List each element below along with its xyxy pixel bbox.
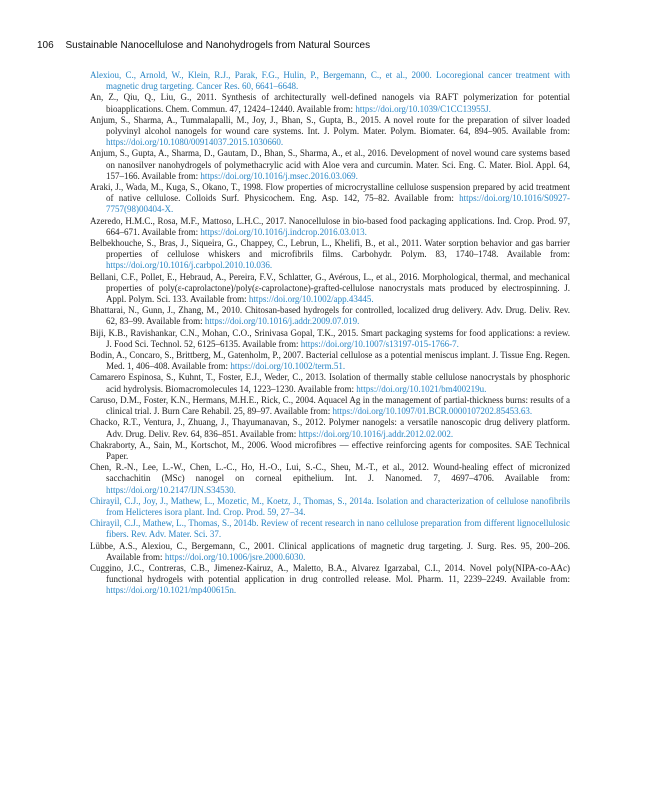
reference-text: Azeredo, H.M.C., Rosa, M.F., Mattoso, L.H.C., 2017. Nanocellulose in bio-based food packaging applications. Ind. Crop. Prod. 97, 664–671. Available from: bbox=[90, 215, 570, 237]
reference-text: Caruso, D.M., Foster, K.N., Hermans, M.H.E., Rick, C., 2004. Aquacel Ag in the management of partial-thickness burns: results of a clinical trial. J. Burn Care Rehabil. 25, 89–97. Available from: bbox=[90, 394, 570, 417]
reference-text: Bhattarai, N., Gunn, J., Zhang, M., 2010. Chitosan-based hydrogels for controlled, localized drug delivery. Adv. Drug. Deliv. Rev. 62, 83–99. Available from: bbox=[90, 305, 570, 327]
reference-entry bbox=[90, 238, 570, 272]
reference-entry bbox=[90, 182, 570, 216]
reference-entry bbox=[90, 395, 570, 417]
reference-entry bbox=[90, 541, 570, 563]
reference-list bbox=[90, 70, 570, 597]
reference-text: An, Z., Qiu, Q., Liu, G., 2011. Synthesis of architecturally well-defined nanogels via RAFT polymerization for potential bioapplications. Chem. Commun. 47, 12424–12440. Available from: bbox=[90, 92, 570, 114]
doi-link[interactable]: https://doi.org/10.1016/j.indcrop.2016.03.013. bbox=[200, 226, 367, 237]
reference-entry bbox=[90, 216, 570, 238]
reference-entry bbox=[90, 272, 570, 306]
doi-link[interactable]: https://doi.org/10.1080/00914037.2015.1030660. bbox=[106, 137, 284, 148]
reference-text: Chirayil, C.J., Mathew, L., Thomas, S., 2014b. Review of recent research in nano cellulose preparation from different lignocellulosic fibers. Rev. Adv. Mater. Sci. 37. bbox=[90, 518, 570, 540]
doi-link[interactable]: https://doi.org/10.1016/S0927-7757(98)00404-X. bbox=[106, 193, 570, 215]
reference-entry bbox=[90, 148, 570, 182]
reference-entry bbox=[90, 115, 570, 149]
doi-link[interactable]: https://doi.org/10.2147/IJN.S34530. bbox=[106, 484, 236, 495]
reference-entry bbox=[90, 92, 570, 114]
reference-text: Chacko, R.T., Ventura, J., Zhuang, J., Thayumanavan, S., 2012. Polymer nanogels: a versatile nanoscopic drug delivery platform. Adv. Drug. Deliv. Rev. 64, 836–851. Available from: bbox=[90, 417, 570, 439]
doi-link[interactable]: https://doi.org/10.1097/01.BCR.0000107202.85453.63. bbox=[332, 406, 533, 417]
doi-link[interactable]: https://doi.org/10.1039/C1CC13955J. bbox=[355, 103, 491, 114]
reference-text: Lübbe, A.S., Alexiou, C., Bergemann, C., 2001. Clinical applications of magnetic drug targeting. J. Surg. Res. 95, 200–206. Available from: bbox=[90, 540, 570, 562]
reference-text: Chakraborty, A., Sain, M., Kortschot, M., 2006. Wood microfibres — effective reinforcing agents for composites. SAE Technical Paper. bbox=[90, 439, 570, 461]
reference-entry bbox=[90, 563, 570, 597]
doi-link[interactable]: https://doi.org/10.1002/term.51. bbox=[230, 361, 346, 372]
reference-text: Alexiou, C., Arnold, W., Klein, R.J., Parak, F.G., Hulin, P., Bergemann, C., et al., 2000. Locoregional cancer treatment with magnetic drug targeting. Cancer Res. 60, 6641–6648. bbox=[90, 70, 570, 92]
doi-link[interactable]: https://doi.org/10.1021/mp400615n. bbox=[106, 585, 237, 596]
reference-entry[interactable] bbox=[90, 70, 570, 92]
reference-entry bbox=[90, 350, 570, 372]
reference-text: Anjum, S., Gupta, A., Sharma, D., Gautam, D., Bhan, S., Sharma, A., et al., 2016. Development of novel wound care systems based on nanosilver nanohydrogels of polymethacrylic acid with Aloe vera and curcumin. Mater. Sci. Eng. C. Mater. Biol. Appl. 64, 157–166. Available from: bbox=[90, 148, 570, 181]
reference-text: Belbekhouche, S., Bras, J., Siqueira, G., Chappey, C., Lebrun, L., Khelifi, B., et al., 2011. Water sorption behavior and gas barrier properties of cellulose whiskers and microfibrils films. Carbohydr. Polym. 83, 1740–1748. Available from: bbox=[90, 238, 570, 260]
reference-text: Anjum, S., Sharma, A., Tummalapalli, M., Joy, J., Bhan, S., Gupta, B., 2015. A novel route for the preparation of silver loaded polyvinyl alcohol nanogels for wound care systems. Int. J. Polym. Mater. Polym. Biomater. 64, 894–905. Available from: bbox=[90, 114, 570, 137]
reference-text: Bodin, A., Concaro, S., Brittberg, M., Gatenholm, P., 2007. Bacterial cellulose as a potential meniscus implant. J. Tissue Eng. Regen. Med. 1, 406–408. Available from: bbox=[90, 350, 570, 372]
reference-entry bbox=[90, 305, 570, 327]
reference-text: Biji, K.B., Ravishankar, C.N., Mohan, C.O., Srinivasa Gopal, T.K., 2015. Smart packaging systems for food applications: a review. J. Food Sci. Technol. 52, 6125–6135. Available from: bbox=[90, 327, 570, 349]
reference-text: Araki, J., Wada, M., Kuga, S., Okano, T., 1998. Flow properties of microcrystalline cellulose suspension prepared by acid treatment of native cellulose. Colloids Surf. Physicochem. Eng. Asp. 142, 75–82. Available from: bbox=[90, 182, 570, 204]
reference-entry[interactable] bbox=[90, 518, 570, 540]
reference-text: Chirayil, C.J., Joy, J., Mathew, L., Mozetic, M., Koetz, J., Thomas, S., 2014a. Isolation and characterization of cellulose nanofibrils from Helicteres isora plant. Ind. Crop. Prod. 59, 27–34. bbox=[90, 495, 570, 517]
reference-entry bbox=[90, 462, 570, 496]
reference-text: Cuggino, J.C., Contreras, C.B., Jimenez-Kairuz, A., Maletto, B.A., Alvarez Igarzabal, C.I., 2014. Novel poly(NIPA-co-AAc) functional hydrogels with potential application in drug controlled release. Mol. Pharm. 11, 2239–2249. Available from: bbox=[90, 562, 570, 585]
reference-text: Bellani, C.F., Pollet, E., Hebraud, A., Pereira, F.V., Schlatter, G., Avérous, L., et al., 2016. Morphological, thermal, and mechanical properties of poly(ε-caprolactone)/poly(ε-caprolactone)-grafted-cellulose nanocrystals mats produced by electrospinning. J. Appl. Polym. Sci. 133. Available from: bbox=[90, 271, 570, 305]
doi-link[interactable]: https://doi.org/10.1007/s13197-015-1766-7. bbox=[300, 338, 459, 349]
running-header bbox=[37, 40, 370, 51]
doi-link[interactable]: https://doi.org/10.1006/jsre.2000.6030. bbox=[164, 551, 306, 562]
doi-link[interactable]: https://doi.org/10.1016/j.msec.2016.03.069. bbox=[200, 170, 358, 181]
reference-entry[interactable] bbox=[90, 496, 570, 518]
doi-link[interactable]: https://doi.org/10.1016/j.carbpol.2010.10.036. bbox=[106, 260, 273, 271]
doi-link[interactable]: https://doi.org/10.1002/app.43445. bbox=[248, 294, 374, 305]
reference-entry bbox=[90, 328, 570, 350]
reference-entry bbox=[90, 372, 570, 394]
reference-entry bbox=[90, 417, 570, 439]
page-number: 106 bbox=[37, 40, 54, 51]
reference-text: Camarero Espinosa, S., Kuhnt, T., Foster, E.J., Weder, C., 2013. Isolation of thermally stable cellulose nanocrystals by phosphoric acid hydrolysis. Biomacromolecules 14, 1223–1230. Available from: bbox=[90, 372, 570, 394]
doi-link[interactable]: https://doi.org/10.1016/j.addr.2009.07.019. bbox=[204, 316, 360, 327]
doi-link[interactable]: https://doi.org/10.1016/j.addr.2012.02.002. bbox=[298, 428, 454, 439]
reference-entry bbox=[90, 440, 570, 462]
reference-text: Chen, R.-N., Lee, L.-W., Chen, L.-C., Ho, H.-O., Lui, S.-C., Sheu, M.-T., et al., 2012. Wound-healing effect of micronized sacchachitin (MSc) nanogel on corneal epithelium. Int. J. Nanomed. 7, 4697–4706. Available from: bbox=[90, 462, 570, 484]
running-title: Sustainable Nanocellulose and Nanohydrogels from Natural Sources bbox=[65, 40, 371, 51]
doi-link[interactable]: https://doi.org/10.1021/bm400219u. bbox=[356, 383, 487, 394]
